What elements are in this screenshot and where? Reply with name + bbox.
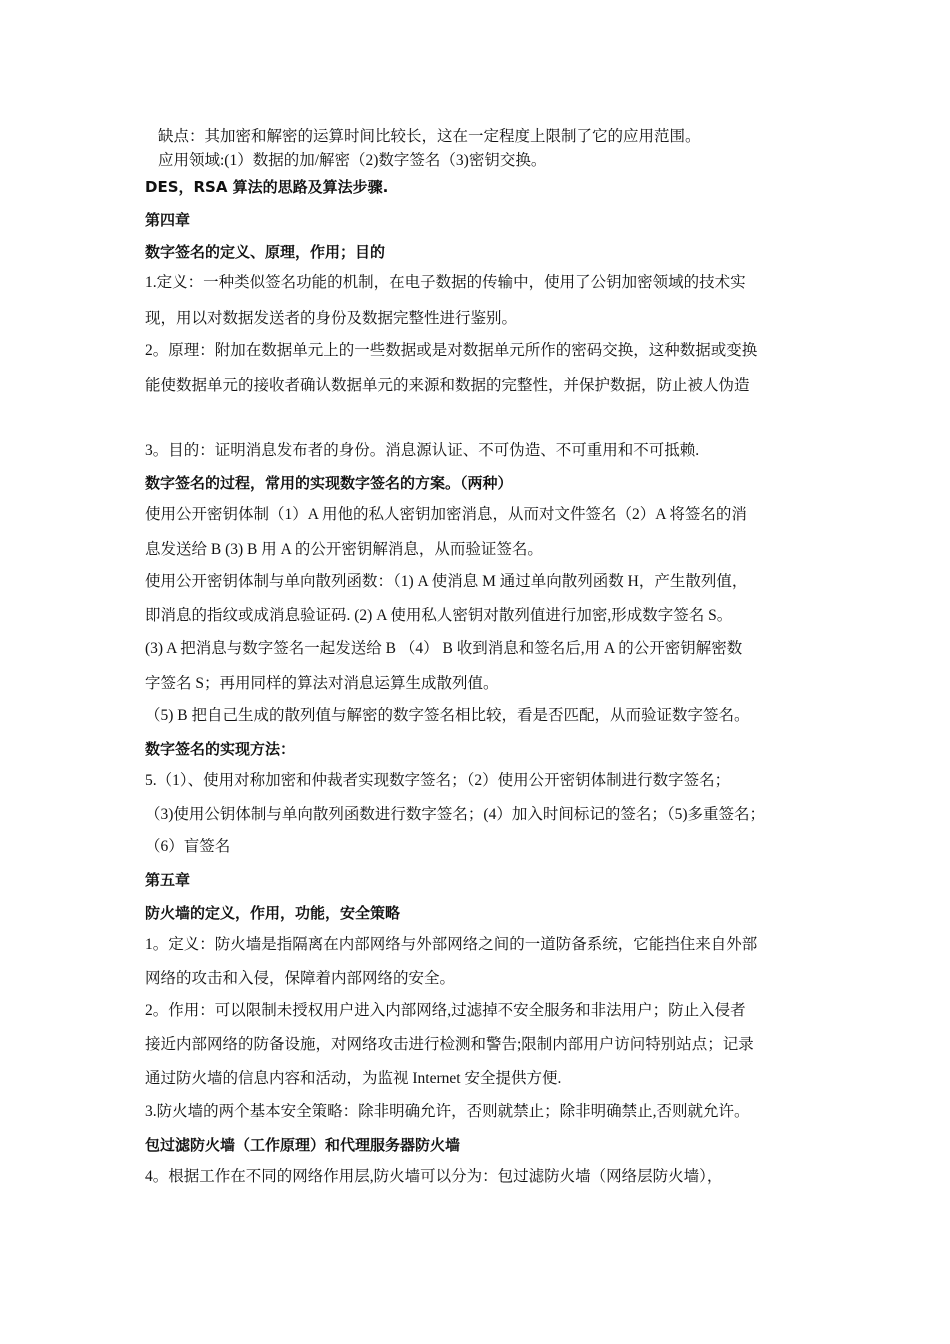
- text-line: 使用公开密钥体制与单向散列函数：（1) A 使消息 M 通过单向散列函数 H，产生散列值，: [145, 573, 748, 590]
- text-line: 应用领域:(1）数据的加/解密（2)数字签名（3)密钥交换。: [158, 152, 547, 169]
- chapter-heading: 第五章: [145, 871, 191, 889]
- text-line: 使用公开密钥体制（1）A 用他的私人密钥加密消息，从而对文件签名（2）A 将签名的消: [145, 506, 747, 523]
- section-heading: DES，RSA 算法的思路及算法步骤.: [145, 178, 389, 196]
- text-line: 5.（1）、使用对称加密和仲裁者实现数字签名；（2）使用公开密钥体制进行数字签名；: [145, 772, 731, 789]
- text-line: 即消息的指纹或成消息验证码. (2) A 使用私人密钥对散列值进行加密,形成数字签名 S。: [145, 607, 733, 624]
- text-line: （3)使用公钥体制与单向散列函数进行数字签名；(4）加入时间标记的签名；（5)多重签名；: [145, 806, 765, 823]
- chapter-heading: 第四章: [145, 211, 191, 229]
- section-heading: 数字签名的实现方法：: [145, 740, 296, 758]
- text-line: 缺点：其加密和解密的运算时间比较长，这在一定程度上限制了它的应用范围。: [158, 128, 701, 145]
- text-line: 字签名 S；再用同样的算法对消息运算生成散列值。: [145, 675, 499, 692]
- text-line: 网络的攻击和入侵，保障着内部网络的安全。: [145, 970, 456, 987]
- text-line: 接近内部网络的防备设施，对网络攻击进行检测和警告;限制内部用户访问特别站点；记录: [145, 1036, 754, 1053]
- section-heading: 数字签名的过程，常用的实现数字签名的方案。（两种）: [145, 474, 513, 492]
- text-line: 通过防火墙的信息内容和活动，为监视 Internet 安全提供方便.: [145, 1070, 562, 1087]
- section-heading: 数字签名的定义、原理，作用；目的: [145, 243, 386, 261]
- text-line: 2。作用：可以限制未授权用户进入内部网络,过滤掉不安全服务和非法用户；防止入侵者: [145, 1002, 746, 1019]
- text-line: 4。根据工作在不同的网络作用层,防火墙可以分为：包过滤防火墙（网络层防火墙），: [145, 1168, 723, 1185]
- section-heading: 防火墙的定义，作用，功能，安全策略: [145, 904, 401, 922]
- text-line: 1.定义：一种类似签名功能的机制，在电子数据的传输中，使用了公钥加密领域的技术实: [145, 274, 746, 291]
- text-line: 2。原理：附加在数据单元上的一些数据或是对数据单元所作的密码交换，这种数据或变换: [145, 342, 758, 359]
- text-line: 息发送给 B (3) B 用 A 的公开密钥解消息，从而验证签名。: [145, 541, 543, 558]
- text-line: 3.防火墙的两个基本安全策略：除非明确允许，否则就禁止；除非明确禁止,否则就允许。: [145, 1103, 750, 1120]
- text-line: （5) B 把自己生成的散列值与解密的数字签名相比较，看是否匹配，从而验证数字签名。: [145, 707, 750, 724]
- text-line: 3。目的：证明消息发布者的身份。消息源认证、不可伪造、不可重用和不可抵赖.: [145, 442, 700, 459]
- text-line: (3) A 把消息与数字签名一起发送给 B （4） B 收到消息和签名后,用 A 的公开密钥解密数: [145, 640, 743, 657]
- text-line: （6）盲签名: [145, 838, 231, 855]
- text-line: 1。定义：防火墙是指隔离在内部网络与外部网络之间的一道防备系统，它能挡住来自外部: [145, 936, 758, 953]
- text-line: 能使数据单元的接收者确认数据单元的来源和数据的完整性，并保护数据，防止被人伪造: [145, 377, 750, 394]
- text-line: 现，用以对数据发送者的身份及数据完整性进行鉴别。: [145, 310, 518, 327]
- section-heading: 包过滤防火墙（工作原理）和代理服务器防火墙: [145, 1136, 461, 1154]
